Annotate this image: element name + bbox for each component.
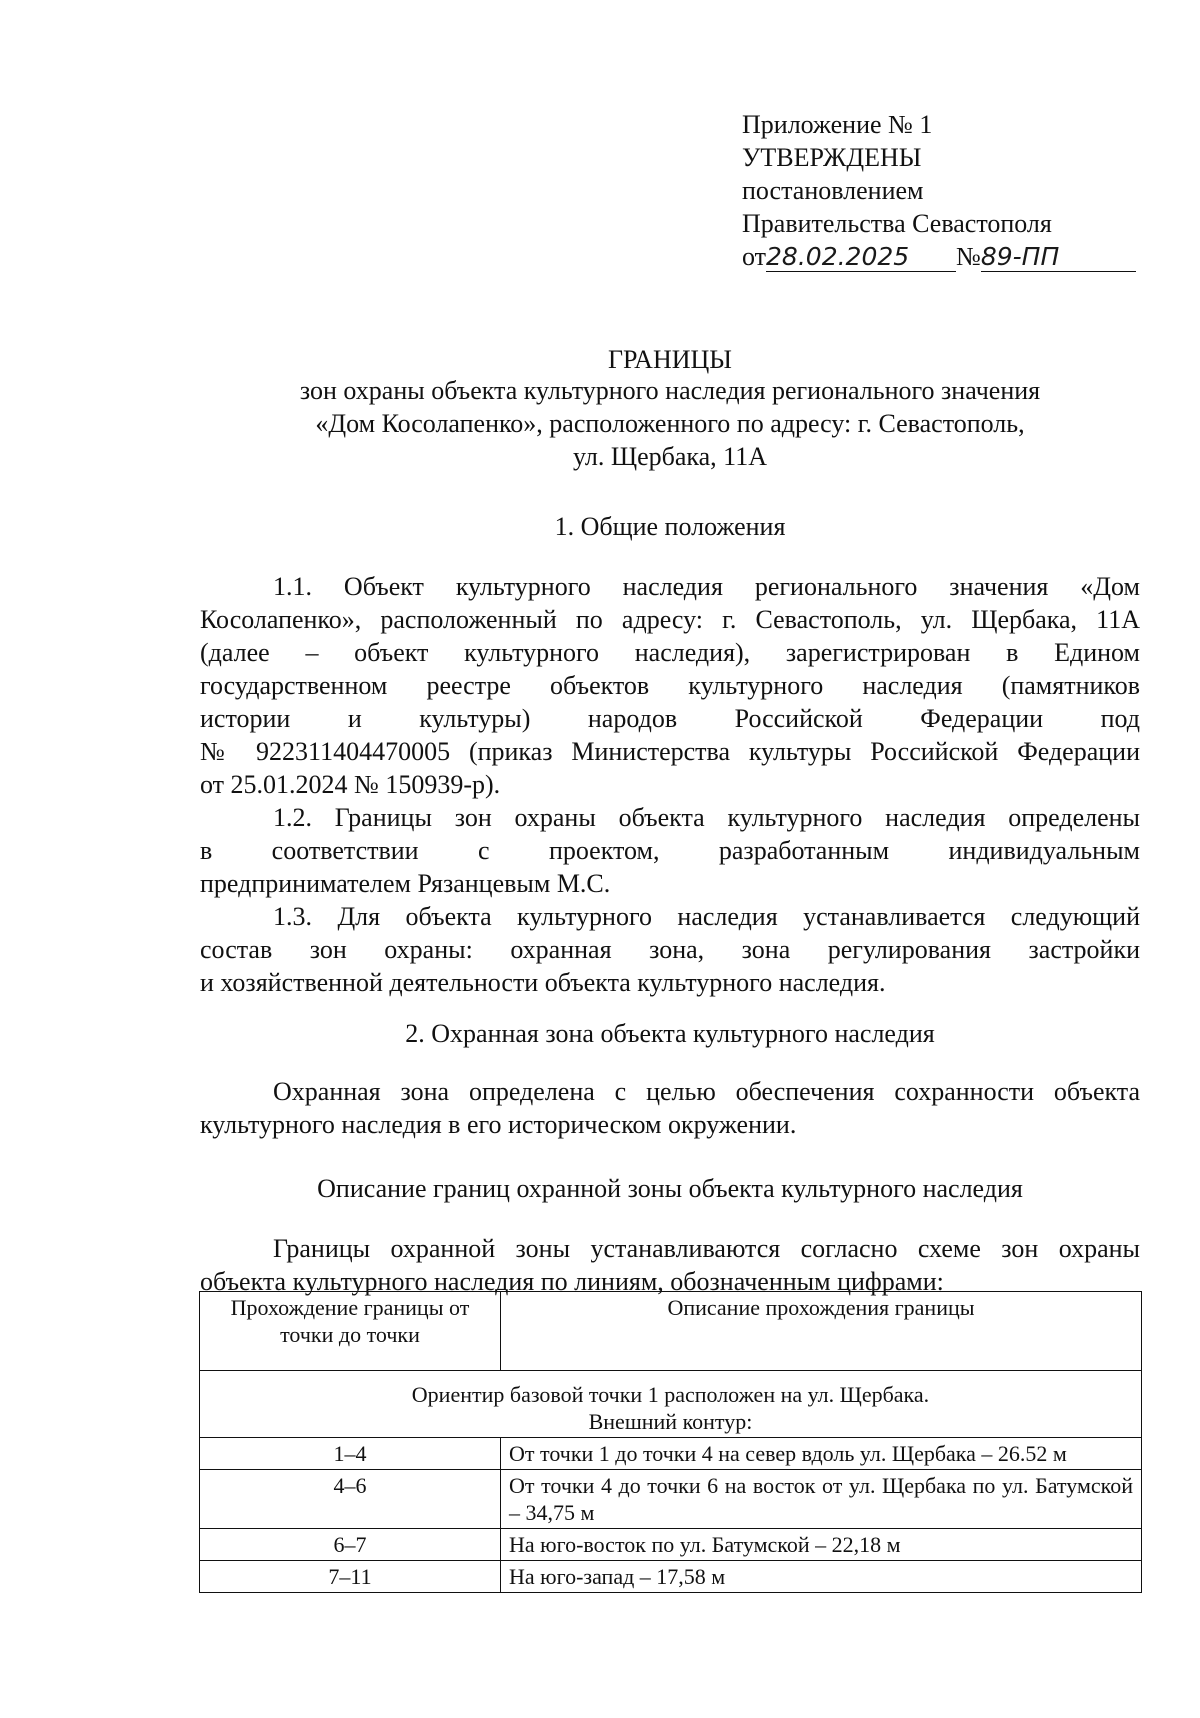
description-cell: На юго-запад – 17,58 м bbox=[501, 1561, 1142, 1593]
column-header-description: Описание прохождения границы bbox=[501, 1292, 1142, 1371]
paragraph-2-2 bbox=[200, 1232, 1140, 1298]
government-label: Правительства Севастополя bbox=[742, 209, 1052, 238]
boundary-description-heading: Описание границ охранной зоны объекта культурного наследия bbox=[317, 1174, 1023, 1203]
table-row bbox=[200, 1561, 1142, 1593]
text-line: (далее – объект культурного наследия), зарегистрирован в Едином bbox=[200, 638, 1140, 667]
table-note-row bbox=[200, 1371, 1142, 1438]
table-row bbox=[200, 1529, 1142, 1561]
paragraph-2-1 bbox=[200, 1075, 1140, 1141]
approval-stamp bbox=[742, 108, 1136, 273]
description-cell: На юго-восток по ул. Батумской – 22,18 м bbox=[501, 1529, 1142, 1561]
text-line: истории и культуры) народов Российской Федерации под bbox=[200, 704, 1140, 733]
paragraph-1-2 bbox=[200, 801, 1140, 900]
section-2-heading: 2. Охранная зона объекта культурного наследия bbox=[405, 1019, 935, 1048]
base-point-note: Ориентир базовой точки 1 расположен на ул. Щербака. bbox=[411, 1382, 930, 1407]
text-line: и хозяйственной деятельности объекта культурного наследия. bbox=[200, 968, 886, 997]
contour-label: Внешний контур: bbox=[588, 1409, 753, 1434]
document-subtitle bbox=[200, 374, 1140, 473]
approved-label: УТВЕРЖДЕНЫ bbox=[742, 143, 922, 172]
date-number-line bbox=[742, 240, 1136, 273]
text-line: государственном реестре объектов культурного наследия (памятников bbox=[200, 671, 1140, 700]
handwritten-number: 89-ПП bbox=[981, 243, 1136, 272]
text-line: 1.1. Объект культурного наследия регионального значения «Дом bbox=[273, 572, 1140, 601]
text-line: Косолапенко», расположенный по адресу: г. Севастополь, ул. Щербака, 11А bbox=[200, 605, 1140, 634]
section-1-heading: 1. Общие положения bbox=[554, 512, 786, 541]
column-header-segment: Прохождение границы от точки до точки bbox=[200, 1292, 501, 1371]
table-row bbox=[200, 1470, 1142, 1529]
segment-cell: 4–6 bbox=[200, 1470, 501, 1529]
paragraph-1-3 bbox=[200, 900, 1140, 999]
description-cell: От точки 1 до точки 4 на север вдоль ул. Щербака – 26.52 м bbox=[501, 1438, 1142, 1470]
text-line: объекта культурного наследия по линиям, обозначенным цифрами: bbox=[200, 1267, 944, 1296]
text-line: предпринимателем Рязанцевым М.С. bbox=[200, 869, 611, 898]
segment-cell: 1–4 bbox=[200, 1438, 501, 1470]
document-title: ГРАНИЦЫ bbox=[608, 345, 732, 374]
segment-cell: 6–7 bbox=[200, 1529, 501, 1561]
handwritten-date: 28.02.2025 bbox=[766, 243, 956, 272]
text-line: № 922311404470005 (приказ Министерства культуры Российской Федерации bbox=[200, 737, 1140, 766]
table-note-cell bbox=[200, 1371, 1142, 1438]
number-label: № bbox=[956, 242, 981, 271]
segment-cell: 7–11 bbox=[200, 1561, 501, 1593]
appendix-label: Приложение № 1 bbox=[742, 110, 933, 139]
subtitle-line: «Дом Косолапенко», расположенного по адресу: г. Севастополь, bbox=[315, 409, 1025, 438]
table-header-row bbox=[200, 1292, 1142, 1371]
subtitle-line: зон охраны объекта культурного наследия регионального значения bbox=[299, 376, 1041, 405]
text-line: Охранная зона определена с целью обеспечения сохранности объекта bbox=[273, 1077, 1140, 1106]
text-line: Границы охранной зоны устанавливаются согласно схеме зон охраны bbox=[273, 1234, 1140, 1263]
description-cell: От точки 4 до точки 6 на восток от ул. Щербака по ул. Батумской – 34,75 м bbox=[501, 1470, 1142, 1529]
text-line: состав зон охраны: охранная зона, зона регулирования застройки bbox=[200, 935, 1140, 964]
paragraph-1-1 bbox=[200, 570, 1140, 801]
text-line: от 25.01.2024 № 150939-р). bbox=[200, 770, 501, 799]
text-line: 1.3. Для объекта культурного наследия устанавливается следующий bbox=[273, 902, 1140, 931]
table-row bbox=[200, 1438, 1142, 1470]
from-label: от bbox=[742, 242, 767, 271]
resolution-label: постановлением bbox=[742, 176, 924, 205]
text-line: в соответствии с проектом, разработанным индивидуальным bbox=[200, 836, 1140, 865]
subtitle-line: ул. Щербака, 11А bbox=[573, 442, 767, 471]
boundary-table bbox=[199, 1291, 1142, 1593]
text-line: 1.2. Границы зон охраны объекта культурного наследия определены bbox=[273, 803, 1140, 832]
text-line: культурного наследия в его историческом окружении. bbox=[200, 1110, 797, 1139]
